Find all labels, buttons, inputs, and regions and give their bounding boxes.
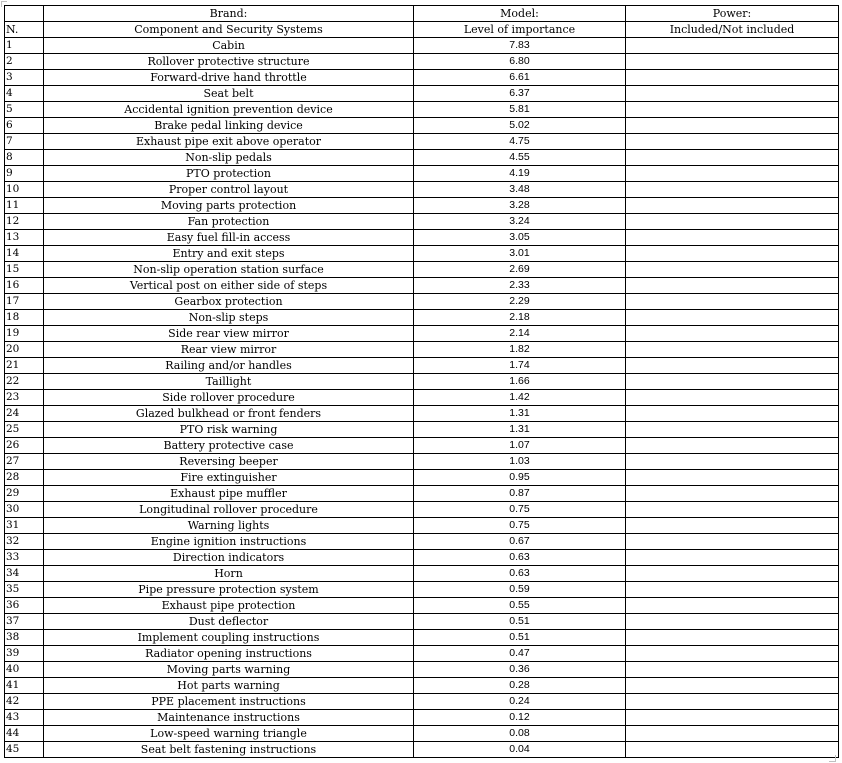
table-row: [5, 630, 839, 646]
table-row: [5, 358, 839, 374]
component-name: Brake pedal linking device: [44, 118, 414, 134]
row-number: 1: [5, 38, 44, 54]
power-included-cell: [626, 694, 839, 710]
row-number: 44: [5, 726, 44, 742]
importance-value: 6.37: [414, 86, 626, 102]
component-name: Rollover protective structure: [44, 54, 414, 70]
power-included-cell: [626, 502, 839, 518]
importance-value: 4.19: [414, 166, 626, 182]
row-number: 27: [5, 454, 44, 470]
row-number: 37: [5, 614, 44, 630]
column-header-component: Component and Security Systems: [44, 22, 414, 38]
power-included-cell: [626, 38, 839, 54]
component-name: Exhaust pipe protection: [44, 598, 414, 614]
component-name: Fire extinguisher: [44, 470, 414, 486]
row-number: 22: [5, 374, 44, 390]
power-included-cell: [626, 358, 839, 374]
header-row-brand-model-power: [5, 6, 839, 22]
importance-value: 0.28: [414, 678, 626, 694]
importance-value: 0.36: [414, 662, 626, 678]
importance-value: 0.55: [414, 598, 626, 614]
header-num-blank: [5, 6, 44, 22]
importance-value: 1.31: [414, 406, 626, 422]
power-included-cell: [626, 310, 839, 326]
row-number: 41: [5, 678, 44, 694]
power-included-cell: [626, 710, 839, 726]
power-included-cell: [626, 550, 839, 566]
table-row: [5, 438, 839, 454]
component-name: Seat belt: [44, 86, 414, 102]
power-included-cell: [626, 454, 839, 470]
component-name: Dust deflector: [44, 614, 414, 630]
component-name: Hot parts warning: [44, 678, 414, 694]
table-row: [5, 70, 839, 86]
importance-value: 7.83: [414, 38, 626, 54]
importance-value: 1.07: [414, 438, 626, 454]
power-included-cell: [626, 438, 839, 454]
table-row: [5, 726, 839, 742]
row-number: 43: [5, 710, 44, 726]
row-number: 17: [5, 294, 44, 310]
component-name: Horn: [44, 566, 414, 582]
component-name: Easy fuel fill-in access: [44, 230, 414, 246]
table-row: [5, 742, 839, 758]
column-header-importance: Level of importance: [414, 22, 626, 38]
brand-label: Brand:: [44, 6, 414, 22]
table-row: [5, 102, 839, 118]
importance-value: 2.33: [414, 278, 626, 294]
importance-value: 4.55: [414, 150, 626, 166]
power-included-cell: [626, 342, 839, 358]
power-included-cell: [626, 390, 839, 406]
table-row: [5, 406, 839, 422]
component-name: Side rollover procedure: [44, 390, 414, 406]
power-included-cell: [626, 678, 839, 694]
table-row: [5, 134, 839, 150]
row-number: 12: [5, 214, 44, 230]
row-number: 39: [5, 646, 44, 662]
power-included-cell: [626, 630, 839, 646]
importance-value: 4.75: [414, 134, 626, 150]
importance-value: 0.67: [414, 534, 626, 550]
row-number: 25: [5, 422, 44, 438]
power-included-cell: [626, 326, 839, 342]
column-header-number: N.: [5, 22, 44, 38]
table-row: [5, 518, 839, 534]
power-included-cell: [626, 230, 839, 246]
column-header-power-values: Included/Not included: [626, 22, 839, 38]
power-included-cell: [626, 246, 839, 262]
importance-value: 3.05: [414, 230, 626, 246]
page-corner-mark: [829, 755, 836, 762]
importance-value: 3.24: [414, 214, 626, 230]
table-row: [5, 86, 839, 102]
row-number: 38: [5, 630, 44, 646]
component-name: Moving parts protection: [44, 198, 414, 214]
row-number: 13: [5, 230, 44, 246]
importance-value: 0.51: [414, 614, 626, 630]
component-name: Implement coupling instructions: [44, 630, 414, 646]
component-name: Exhaust pipe exit above operator: [44, 134, 414, 150]
table-row: [5, 38, 839, 54]
row-number: 40: [5, 662, 44, 678]
row-number: 15: [5, 262, 44, 278]
importance-value: 6.61: [414, 70, 626, 86]
importance-value: 0.75: [414, 518, 626, 534]
component-name: Direction indicators: [44, 550, 414, 566]
power-included-cell: [626, 582, 839, 598]
table-row: [5, 646, 839, 662]
component-name: Low-speed warning triangle: [44, 726, 414, 742]
importance-value: 0.04: [414, 742, 626, 758]
row-number: 30: [5, 502, 44, 518]
importance-value: 1.42: [414, 390, 626, 406]
table-row: [5, 294, 839, 310]
table-row: [5, 678, 839, 694]
importance-value: 1.74: [414, 358, 626, 374]
importance-value: 2.18: [414, 310, 626, 326]
table-row: [5, 54, 839, 70]
power-included-cell: [626, 614, 839, 630]
table-row: [5, 662, 839, 678]
power-included-cell: [626, 54, 839, 70]
importance-value: 6.80: [414, 54, 626, 70]
power-included-cell: [626, 518, 839, 534]
importance-value: 5.02: [414, 118, 626, 134]
table-row: [5, 486, 839, 502]
importance-value: 1.31: [414, 422, 626, 438]
row-number: 9: [5, 166, 44, 182]
importance-value: 2.69: [414, 262, 626, 278]
row-number: 42: [5, 694, 44, 710]
table-row: [5, 454, 839, 470]
table-row: [5, 326, 839, 342]
header-row-columns: [5, 22, 839, 38]
importance-value: 0.24: [414, 694, 626, 710]
row-number: 4: [5, 86, 44, 102]
importance-value: 5.81: [414, 102, 626, 118]
row-number: 23: [5, 390, 44, 406]
power-included-cell: [626, 406, 839, 422]
importance-value: 0.63: [414, 550, 626, 566]
importance-value: 3.28: [414, 198, 626, 214]
table-row: [5, 342, 839, 358]
row-number: 21: [5, 358, 44, 374]
power-included-cell: [626, 214, 839, 230]
power-included-cell: [626, 166, 839, 182]
table-row: [5, 278, 839, 294]
importance-value: 0.08: [414, 726, 626, 742]
power-included-cell: [626, 278, 839, 294]
table-row: [5, 214, 839, 230]
importance-value: 0.12: [414, 710, 626, 726]
table-row: [5, 310, 839, 326]
table-row: [5, 182, 839, 198]
importance-value: 0.75: [414, 502, 626, 518]
table-row: [5, 390, 839, 406]
power-included-cell: [626, 70, 839, 86]
importance-value: 0.47: [414, 646, 626, 662]
row-number: 33: [5, 550, 44, 566]
row-number: 8: [5, 150, 44, 166]
row-number: 36: [5, 598, 44, 614]
component-name: Non-slip steps: [44, 310, 414, 326]
table-row: [5, 502, 839, 518]
row-number: 18: [5, 310, 44, 326]
row-number: 14: [5, 246, 44, 262]
power-included-cell: [626, 262, 839, 278]
table-row: [5, 550, 839, 566]
power-included-cell: [626, 294, 839, 310]
table-row: [5, 150, 839, 166]
power-included-cell: [626, 566, 839, 582]
row-number: 29: [5, 486, 44, 502]
row-number: 19: [5, 326, 44, 342]
row-number: 3: [5, 70, 44, 86]
component-name: Engine ignition instructions: [44, 534, 414, 550]
power-included-cell: [626, 742, 839, 758]
component-name: Pipe pressure protection system: [44, 582, 414, 598]
importance-value: 1.66: [414, 374, 626, 390]
table-row: [5, 262, 839, 278]
component-name: Side rear view mirror: [44, 326, 414, 342]
power-included-cell: [626, 662, 839, 678]
row-number: 45: [5, 742, 44, 758]
table-row: [5, 566, 839, 582]
table-row: [5, 118, 839, 134]
table-row: [5, 374, 839, 390]
power-included-cell: [626, 374, 839, 390]
power-included-cell: [626, 134, 839, 150]
table-row: [5, 166, 839, 182]
table-row: [5, 422, 839, 438]
component-name: Seat belt fastening instructions: [44, 742, 414, 758]
component-name: Accidental ignition prevention device: [44, 102, 414, 118]
power-included-cell: [626, 534, 839, 550]
importance-value: 0.95: [414, 470, 626, 486]
power-included-cell: [626, 150, 839, 166]
power-included-cell: [626, 422, 839, 438]
table-row: [5, 534, 839, 550]
power-included-cell: [626, 726, 839, 742]
table-row: [5, 470, 839, 486]
component-name: Warning lights: [44, 518, 414, 534]
row-number: 6: [5, 118, 44, 134]
component-name: Cabin: [44, 38, 414, 54]
power-included-cell: [626, 198, 839, 214]
table-row: [5, 582, 839, 598]
row-number: 20: [5, 342, 44, 358]
row-number: 10: [5, 182, 44, 198]
table-row: [5, 246, 839, 262]
component-name: Forward-drive hand throttle: [44, 70, 414, 86]
safety-systems-table: [4, 5, 839, 758]
power-included-cell: [626, 118, 839, 134]
component-name: Non-slip operation station surface: [44, 262, 414, 278]
component-name: Battery protective case: [44, 438, 414, 454]
row-number: 35: [5, 582, 44, 598]
row-number: 32: [5, 534, 44, 550]
component-name: Gearbox protection: [44, 294, 414, 310]
component-name: Vertical post on either side of steps: [44, 278, 414, 294]
component-name: Exhaust pipe muffler: [44, 486, 414, 502]
power-label: Power:: [626, 6, 839, 22]
component-name: Moving parts warning: [44, 662, 414, 678]
power-included-cell: [626, 470, 839, 486]
row-number: 2: [5, 54, 44, 70]
importance-value: 0.63: [414, 566, 626, 582]
importance-value: 0.87: [414, 486, 626, 502]
component-name: Fan protection: [44, 214, 414, 230]
component-name: Longitudinal rollover procedure: [44, 502, 414, 518]
component-name: PTO protection: [44, 166, 414, 182]
component-name: Railing and/or handles: [44, 358, 414, 374]
component-name: Rear view mirror: [44, 342, 414, 358]
importance-value: 1.82: [414, 342, 626, 358]
component-name: Taillight: [44, 374, 414, 390]
table-row: [5, 694, 839, 710]
power-included-cell: [626, 598, 839, 614]
component-name: Radiator opening instructions: [44, 646, 414, 662]
power-included-cell: [626, 102, 839, 118]
row-number: 34: [5, 566, 44, 582]
component-name: Glazed bulkhead or front fenders: [44, 406, 414, 422]
power-included-cell: [626, 86, 839, 102]
table-row: [5, 198, 839, 214]
importance-value: 2.14: [414, 326, 626, 342]
importance-value: 3.48: [414, 182, 626, 198]
model-label: Model:: [414, 6, 626, 22]
table-row: [5, 614, 839, 630]
importance-value: 2.29: [414, 294, 626, 310]
component-name: Reversing beeper: [44, 454, 414, 470]
row-number: 28: [5, 470, 44, 486]
component-name: Non-slip pedals: [44, 150, 414, 166]
row-number: 31: [5, 518, 44, 534]
importance-value: 0.51: [414, 630, 626, 646]
table-row: [5, 598, 839, 614]
component-name: Maintenance instructions: [44, 710, 414, 726]
component-name: PPE placement instructions: [44, 694, 414, 710]
row-number: 7: [5, 134, 44, 150]
importance-value: 0.59: [414, 582, 626, 598]
component-name: PTO risk warning: [44, 422, 414, 438]
row-number: 11: [5, 198, 44, 214]
power-included-cell: [626, 646, 839, 662]
row-number: 26: [5, 438, 44, 454]
row-number: 5: [5, 102, 44, 118]
importance-value: 1.03: [414, 454, 626, 470]
row-number: 16: [5, 278, 44, 294]
table-row: [5, 710, 839, 726]
importance-value: 3.01: [414, 246, 626, 262]
power-included-cell: [626, 182, 839, 198]
component-name: Entry and exit steps: [44, 246, 414, 262]
row-number: 24: [5, 406, 44, 422]
table-row: [5, 230, 839, 246]
component-name: Proper control layout: [44, 182, 414, 198]
power-included-cell: [626, 486, 839, 502]
